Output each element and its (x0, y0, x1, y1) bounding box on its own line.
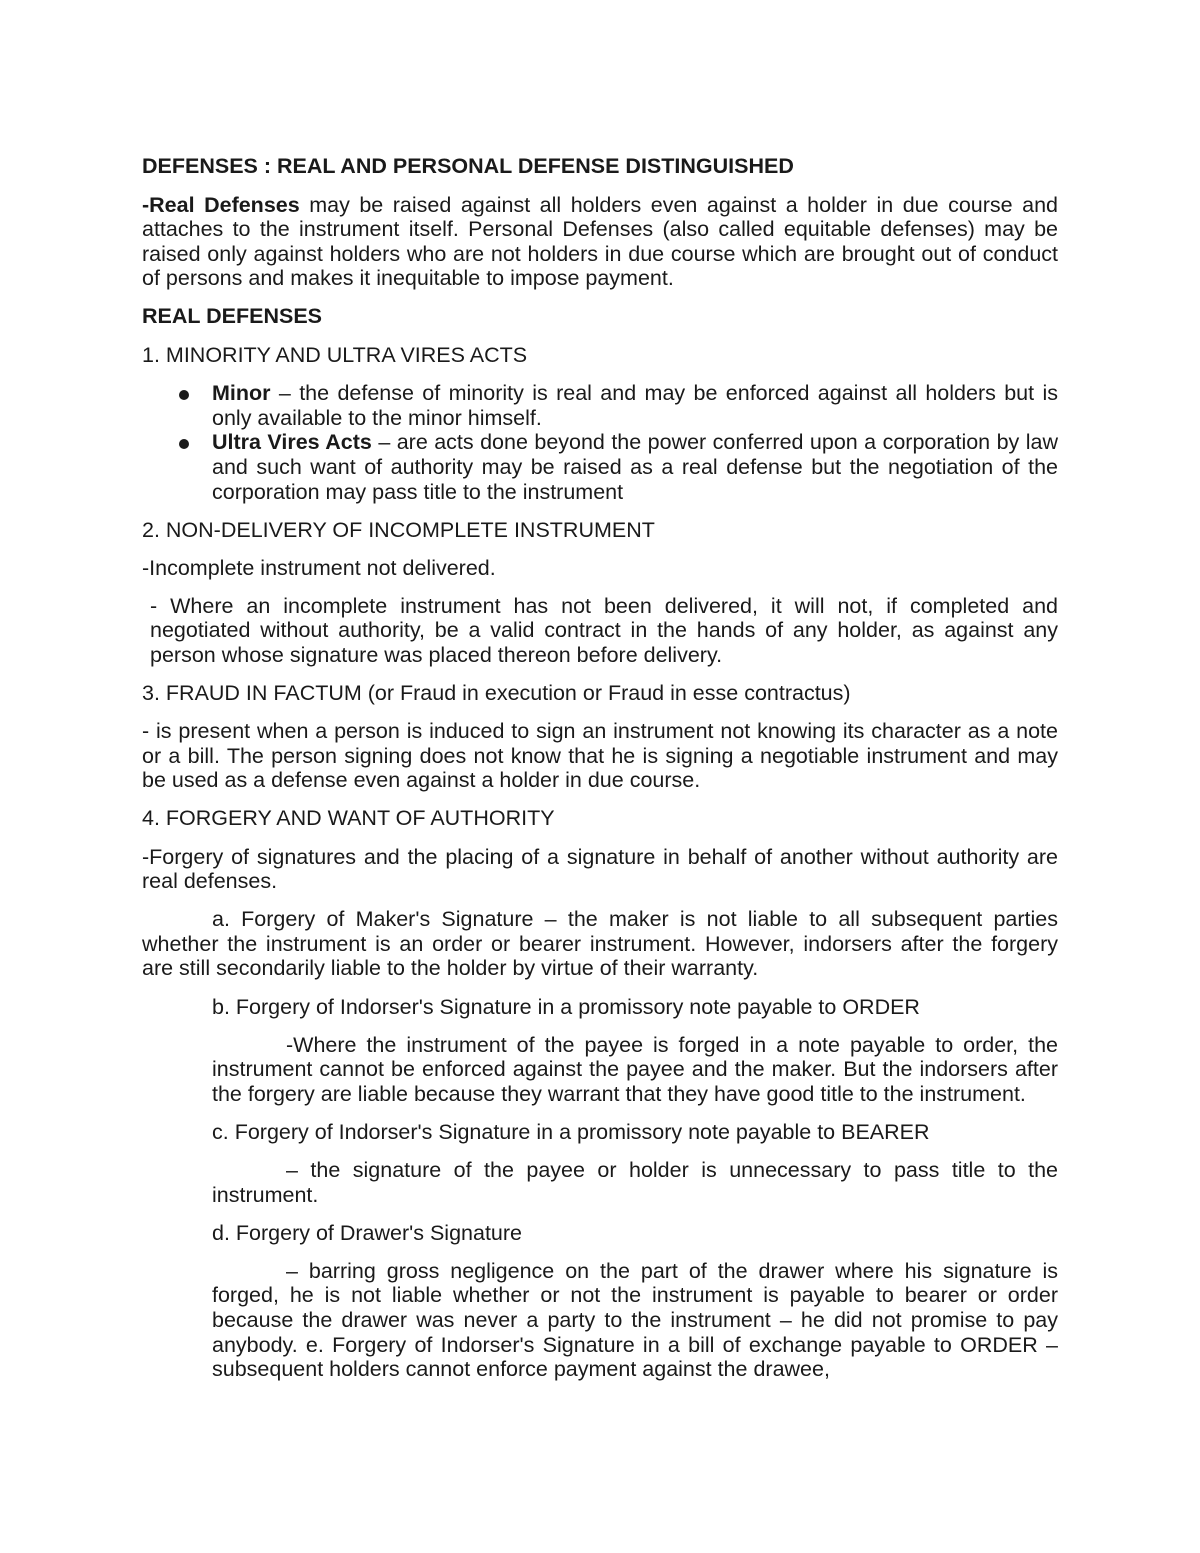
bullet-dot-icon (179, 439, 189, 449)
bullet-text: – are acts done beyond the power conferred upon a corporation by law and such want of authority may be raised as a real defense but the negotiation of the corporation may pass title to the instrument (212, 430, 1058, 504)
document-title: DEFENSES : REAL AND PERSONAL DEFENSE DISTINGUISHED (142, 154, 794, 178)
bullet-term: Ultra Vires Acts (212, 430, 372, 455)
section-1-heading: 1. MINORITY AND ULTRA VIRES ACTS (142, 343, 528, 368)
subsection-a: a. Forgery of Maker's Signature – the maker is not liable to all subsequent parties whether the instrument is an order or bearer instrument. However, indorsers after the forgery are still secondarily liable to the holder by virtue of their warranty. (142, 907, 1058, 981)
real-defenses-term: -Real Defenses (142, 192, 300, 217)
section-2-heading: 2. NON-DELIVERY OF INCOMPLETE INSTRUMENT (142, 517, 655, 542)
section-4-paragraph: -Forgery of signatures and the placing of a signature in behalf of another without authority are real defenses. (142, 844, 1058, 894)
intro-paragraph (142, 193, 1058, 291)
section-3-heading: 3. FRAUD IN FACTUM (or Fraud in execution or Fraud in esse contractus) (142, 681, 851, 706)
subsection-b-text: -Where the instrument of the payee is forged in a note payable to order, the instrument cannot be enforced against the payee and the maker. But the indorsers after the forgery are liable because they warrant that they have good title to the instrument. (212, 1032, 1058, 1106)
section-2-paragraph-1: -Incomplete instrument not delivered. (142, 555, 496, 580)
bullet-dot-icon (179, 390, 189, 400)
document-body (142, 154, 1058, 1395)
section-4-heading: 4. FORGERY AND WANT OF AUTHORITY (142, 806, 555, 831)
bullet-minor (142, 381, 1058, 430)
section-1-bullet-list (142, 381, 1058, 504)
subsection-c-heading: c. Forgery of Indorser's Signature in a promissory note payable to BEARER (212, 1119, 930, 1144)
bullet-ultra-vires (142, 430, 1058, 504)
bullet-text: – the defense of minority is real and may be enforced against all holders but is only available to the minor himself. (212, 381, 1058, 430)
subsection-c-text: – the signature of the payee or holder is unnecessary to pass title to the instrument. (212, 1158, 1058, 1207)
real-defenses-heading: REAL DEFENSES (142, 304, 322, 329)
intro-text: may be raised against all holders even against a holder in due course and attaches to the instrument itself. Personal Defenses (also called equitable defenses) may be raised only against holders who are not holders in due course which are brought out of conduct of persons and makes it inequitable to impose payment. (142, 192, 1058, 291)
bullet-term: Minor (212, 381, 271, 406)
section-3-paragraph: - is present when a person is induced to sign an instrument not knowing its character as a note or a bill. The person signing does not know that he is signing a negotiable instrument and may be used as a defense even against a holder in due course. (142, 719, 1058, 793)
subsection-b-heading: b. Forgery of Indorser's Signature in a promissory note payable to ORDER (212, 994, 920, 1019)
subsection-d-heading: d. Forgery of Drawer's Signature (212, 1220, 523, 1245)
subsection-d-text: – barring gross negligence on the part of the drawer where his signature is forged, he is not liable whether or not the instrument is payable to bearer or order because the drawer was never a party to the instrument – he did not promise to pay anybody. e. Forgery of Indorser's Signature in a bill of exchange payable to ORDER – subsequent holders cannot enforce payment against the drawee, (212, 1258, 1058, 1382)
section-2-paragraph-2: - Where an incomplete instrument has not been delivered, it will not, if completed and negotiated without authority, be a valid contract in the hands of any holder, as against any person whose signature was placed thereon before delivery. (150, 593, 1058, 667)
